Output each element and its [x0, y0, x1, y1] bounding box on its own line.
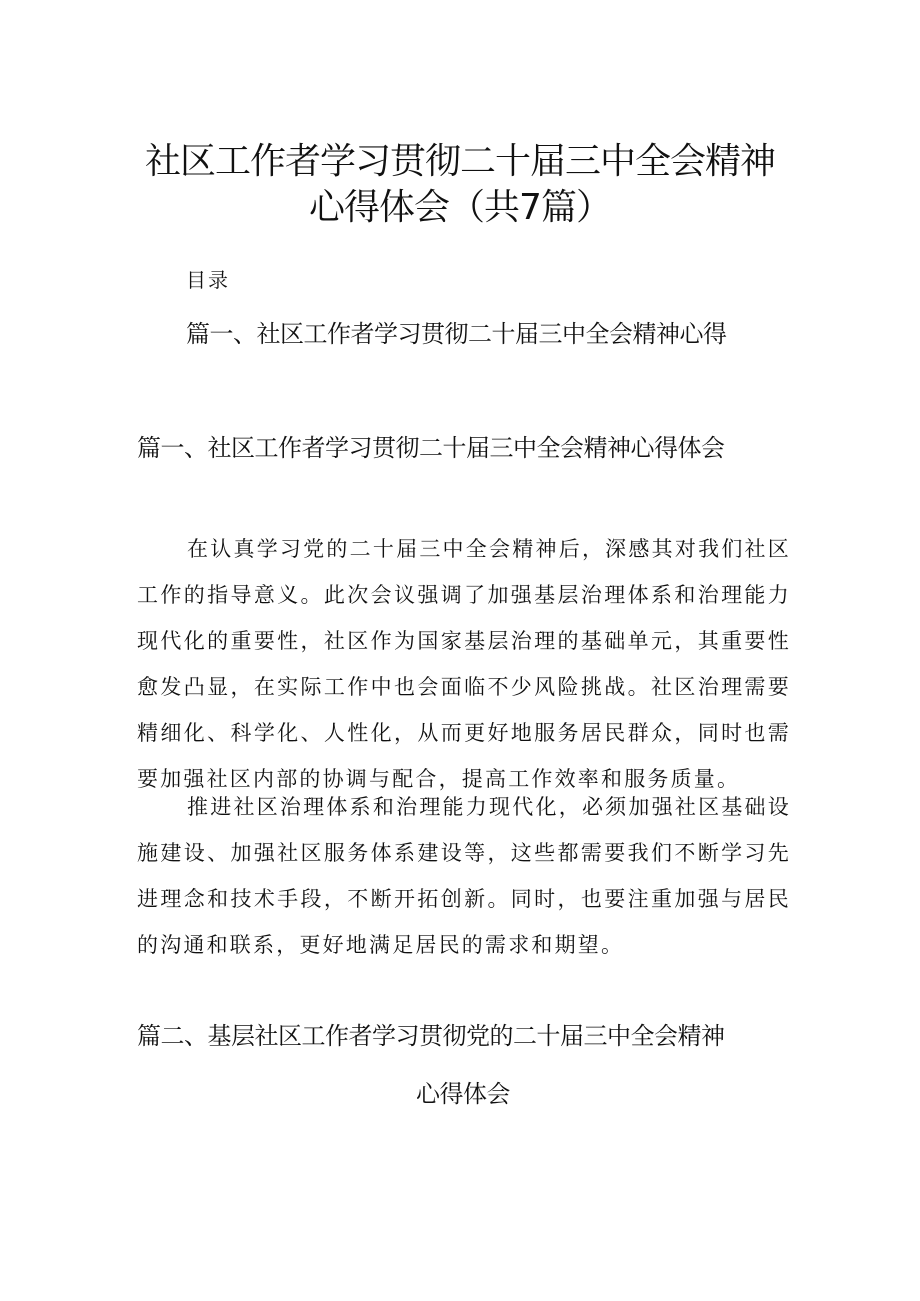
section-1-paragraph-2: 推进社区治理体系和治理能力现代化，必须加强社区基础设施建设、加强社区服务体系建设等，这些都需要我们不断学习先进理念和技术手段，不断开拓创新。同时，也要注重加强与居民的沟通和联系，更好地满足居民的需求和期望。 [137, 795, 791, 957]
section-heading-2-line1: 篇二、基层社区工作者学习贯彻党的二十届三中全会精神 [137, 1022, 725, 1050]
section-1-paragraph-1: 在认真学习党的二十届三中全会精神后，深感其对我们社区工作的指导意义。此次会议强调了加强基层治理体系和治理能力现代化的重要性，社区作为国家基层治理的基础单元，其重要性愈发凸显，在实际工作中也会面临不少风险挑战。社区治理需要精细化、科学化、人性化，从而更好地服务居民群众，同时也需要加强社区内部的协调与配合，提高工作效率和服务质量。 [137, 537, 791, 791]
document-title-line2: 心得体会（共7篇） [309, 187, 611, 228]
section-heading-1: 篇一、社区工作者学习贯彻二十届三中全会精神心得体会 [137, 434, 725, 462]
toc-item[interactable]: 篇一、社区工作者学习贯彻二十届三中全会精神心得 [186, 320, 727, 348]
section-heading-2-line2: 心得体会 [416, 1080, 510, 1108]
document-title-line1: 社区工作者学习贯彻二十届三中全会精神 [144, 141, 775, 182]
toc-label: 目录 [186, 268, 230, 292]
